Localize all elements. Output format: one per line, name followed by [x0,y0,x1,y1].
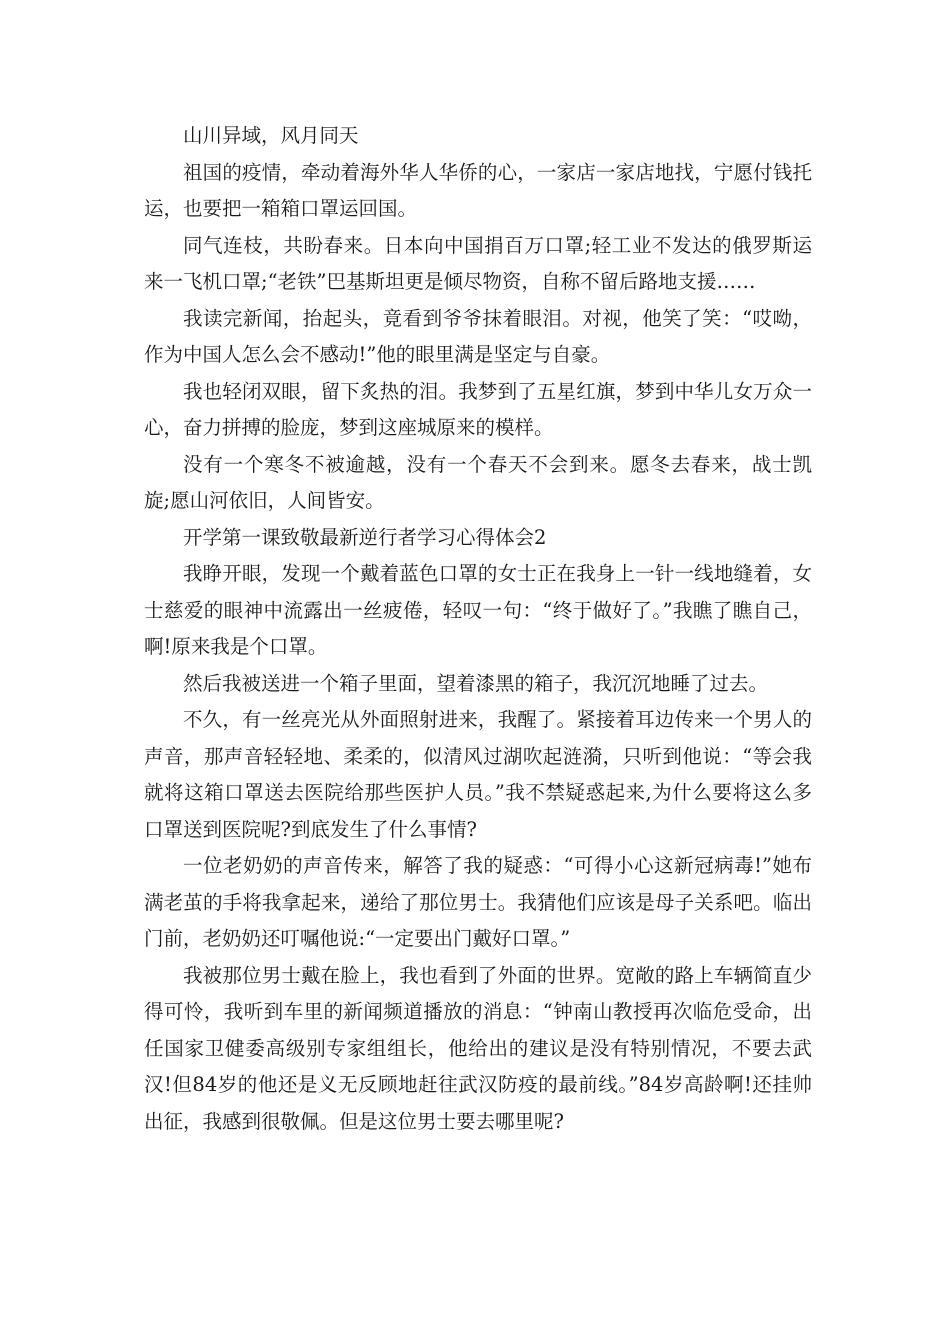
paragraph: 祖国的疫情，牵动着海外华人华侨的心，一家店一家店地找，宁愿付钱托运，也要把一箱箱口罩运回国。 [144,160,812,220]
section-heading: 开学第一课致敬最新逆行者学习心得体会2 [183,525,547,549]
paragraph: 不久，有一丝亮光从外面照射进来，我醒了。紧接着耳边传来一个男人的声音，那声音轻轻地、柔柔的，似清风过湖吹起涟漪，只听到他说：“等会我就将这箱口罩送去医院给那些医护人员。”我不禁疑惑起来,为什么要将这么多口罩送到医院呢?到底发生了什么事情? [144,708,812,841]
paragraph: 然后我被送进一个箱子里面，望着漆黑的箱子，我沉沉地睡了过去。 [183,671,769,695]
document-body [144,118,812,1140]
paragraph: 我也轻闭双眼，留下炙热的泪。我梦到了五星红旗，梦到中华儿女万众一心，奋力拼搏的脸庞，梦到这座城原来的模样。 [144,379,812,439]
paragraph: 我睁开眼，发现一个戴着蓝色口罩的女士正在我身上一针一线地缝着，女士慈爱的眼神中流露出一丝疲倦，轻叹一句：“终于做好了。”我瞧了瞧自己，啊!原来我是个口罩。 [144,562,812,658]
paragraph: 没有一个寒冬不被逾越，没有一个春天不会到来。愿冬去春来，战士凯旋;愿山河依旧，人间皆安。 [144,452,812,512]
paragraph: 山川异域，风月同天 [183,124,359,147]
paragraph: 我被那位男士戴在脸上，我也看到了外面的世界。宽敞的路上车辆简直少得可怜，我听到车里的新闻频道播放的消息：“钟南山教授再次临危受命，出任国家卫健委高级别专家组组长，他给出的建议是没有特别情况，不要去武汉!但84岁的他还是义无反顾地赶往武汉防疫的最前线。”84岁高龄啊!还挂帅出征，我感到很敬佩。但是这位男士要去哪里呢? [144,963,812,1133]
paragraph: 同气连枝，共盼春来。日本向中国捐百万口罩;轻工业不发达的俄罗斯运来一飞机口罩;“老铁”巴基斯坦更是倾尽物资，自称不留后路地支援…… [144,233,812,293]
paragraph: 我读完新闻，抬起头，竟看到爷爷抹着眼泪。对视，他笑了笑：“哎呦，作为中国人怎么会不感动!”他的眼里满是坚定与自豪。 [144,306,812,366]
paragraph: 一位老奶奶的声音传来，解答了我的疑惑：“可得小心这新冠病毒!”她布满老茧的手将我拿起来，递给了那位男士。我猜他们应该是母子关系吧。临出门前，老奶奶还叮嘱他说:“一定要出门戴好口罩。” [144,854,812,950]
